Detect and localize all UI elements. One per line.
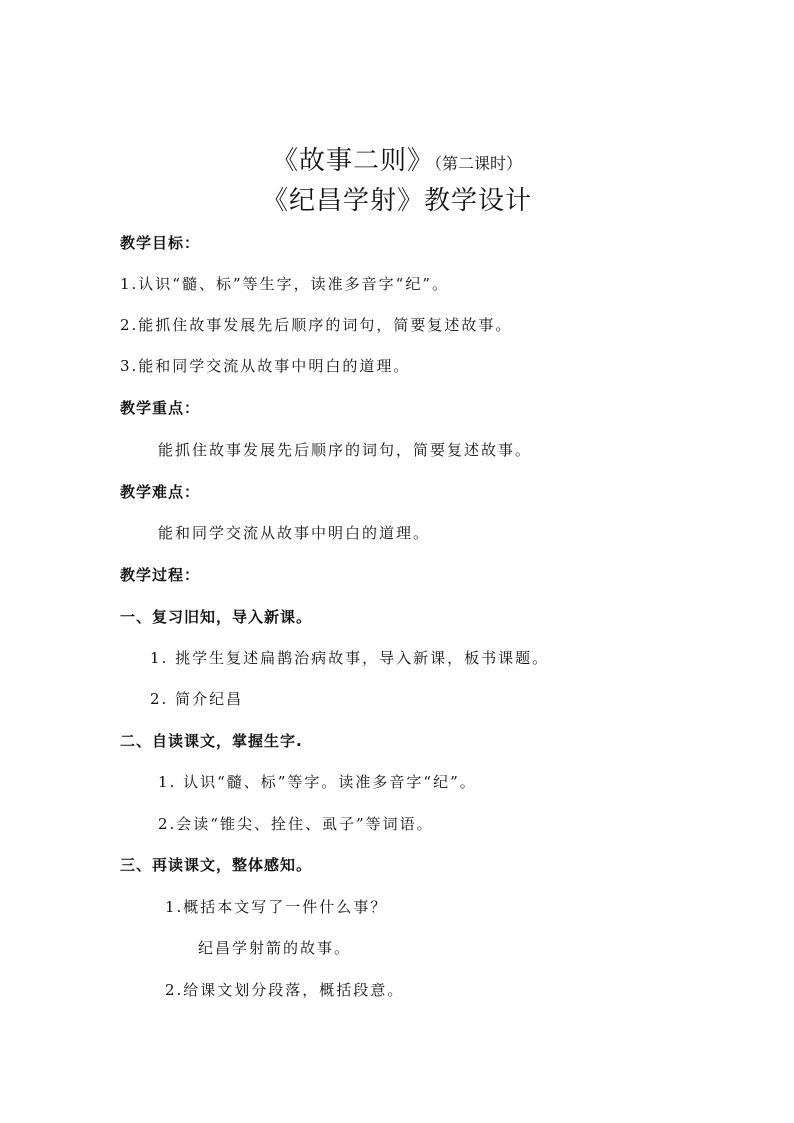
title-session: （第二课时） — [434, 154, 523, 173]
section-heading-reread: 三、再读课文，整体感知。 — [120, 856, 313, 874]
section-heading-review: 一、复习旧知，导入新课。 — [120, 608, 313, 626]
objectives-heading: 教学目标： — [120, 234, 201, 252]
section-item: 2.给课文划分段落，概括段意。 — [165, 981, 405, 999]
section-item: 1. 挑学生复述扁鹊治病故事，导入新课，板书课题。 — [150, 649, 550, 667]
objective-item: 1.认识“髓、标”等生字，读准多音字“纪”。 — [120, 275, 449, 293]
section-item: 2.会读“锥尖、拴住、虱子”等词语。 — [158, 815, 434, 833]
difficulties-heading: 教学难点： — [120, 483, 201, 501]
objective-item: 2.能抓住故事发展先后顺序的词句，简要复述故事。 — [120, 316, 513, 334]
document-subtitle: 《纪昌学射》教学设计 — [261, 186, 532, 216]
key-points-heading: 教学重点： — [120, 399, 201, 417]
title-main: 《故事二则》 — [271, 146, 434, 176]
objective-item: 3.能和同学交流从故事中明白的道理。 — [120, 357, 411, 375]
section-item: 1.概括本文写了一件什么事？ — [165, 898, 388, 916]
key-points-text: 能抓住故事发展先后顺序的词句，简要复述故事。 — [158, 441, 533, 459]
section-heading-self-read: 二、自读课文，掌握生字. — [120, 732, 303, 750]
document-title — [0, 148, 794, 174]
section-item: 2. 简介纪昌 — [150, 690, 244, 708]
process-heading: 教学过程： — [120, 566, 201, 584]
section-answer: 纪昌学射箭的故事。 — [198, 939, 352, 957]
section-item: 1. 认识“髓、标”等字。读准多音字“纪”。 — [158, 773, 477, 791]
difficulties-text: 能和同学交流从故事中明白的道理。 — [158, 524, 431, 542]
